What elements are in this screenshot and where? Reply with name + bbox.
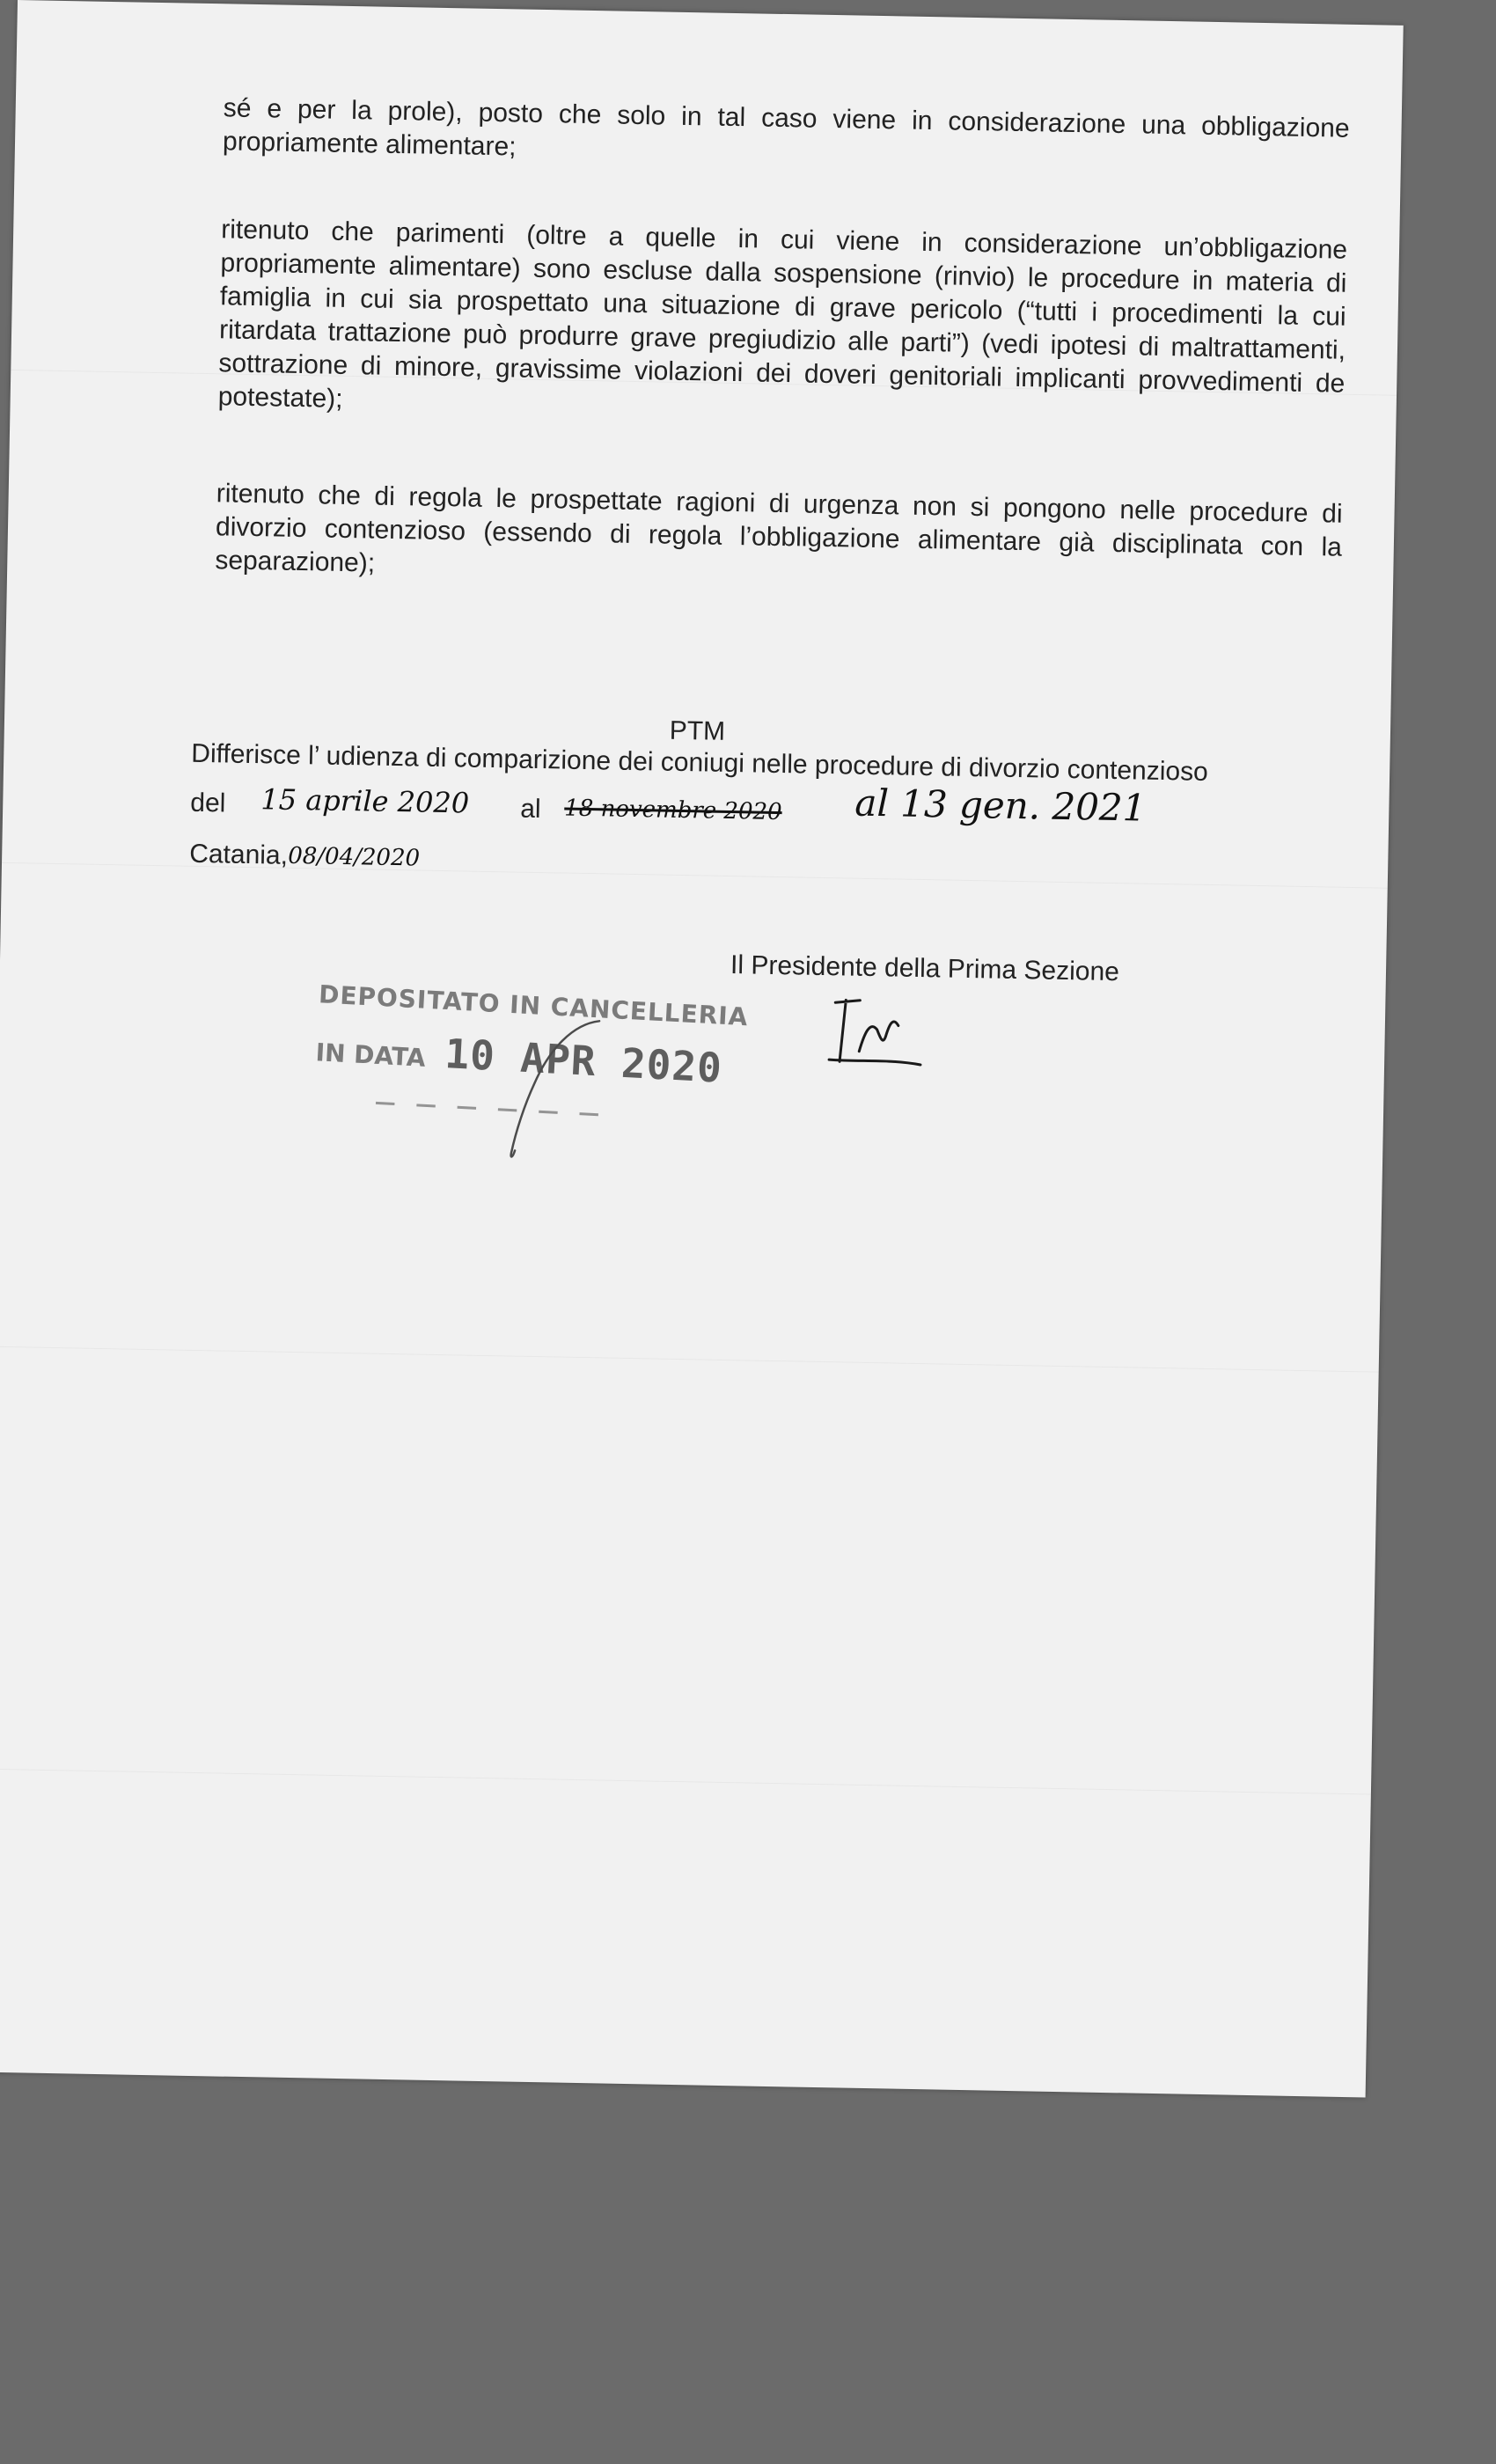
stamp-in-data-label: IN DATA [314,1038,427,1073]
from-date-handwritten: 15 aprile 2020 [260,782,470,820]
stamp-initial-mark [459,996,627,1171]
signature-mark [808,989,933,1080]
filing-stamp [311,979,750,1169]
signature-block [729,950,1120,1089]
place-date-line [189,838,718,891]
date-handwritten: 08/04/2020 [287,842,421,872]
order-text: Differisce l’ udienza di comparizione dei coniugi nelle procedure di divorzio contenzioso [191,738,1209,787]
paragraph-1: sé e per la prole), posto che solo in tal caso viene in considerazione una obbligazione propriamente alimentare; [222,93,1350,162]
stamp-date: 10 APR 2020 [444,1030,724,1092]
place-label: Catania, [188,839,289,870]
stamp-dashes: — — — — — — [374,1089,606,1126]
new-date-handwritten: al 13 gen. 2021 [854,781,1147,830]
del-label: del [190,788,226,818]
paragraph-2: ritenuto che parimenti (oltre a quelle in cui viene in considerazione un’obbligazione propriamente alimentare) sono escluse dalla sospensione (rinvio) le procedure in materia di famiglia in cui sia prospettato una situazione di grave pericolo (“tutti i procedimenti la cui ritardata trattazione può produrre grave pregiudizio alle parti”) (vedi ipotesi di maltrattamenti, sottrazione di minore, gravissime violazioni dei doveri genitoriali implicanti provvedimenti de potestate); [217,215,1348,414]
stamp-line-1: DEPOSITATO IN CANCELLERIA [318,979,750,1032]
al-label: al [519,794,541,825]
paragraph-3: ritenuto che di regola le prospettate ragioni di urgenza non si pongono nelle procedure di divorzio contenzioso (essendo di regola l’obbligazione alimentare già disciplinata con la separazione); [215,479,1343,578]
heading-ptm: PTM [669,715,726,746]
signature-role: Il Presidente della Prima Sezione [730,950,1120,987]
struck-date-handwritten: 18 novembre 2020 [563,795,782,826]
